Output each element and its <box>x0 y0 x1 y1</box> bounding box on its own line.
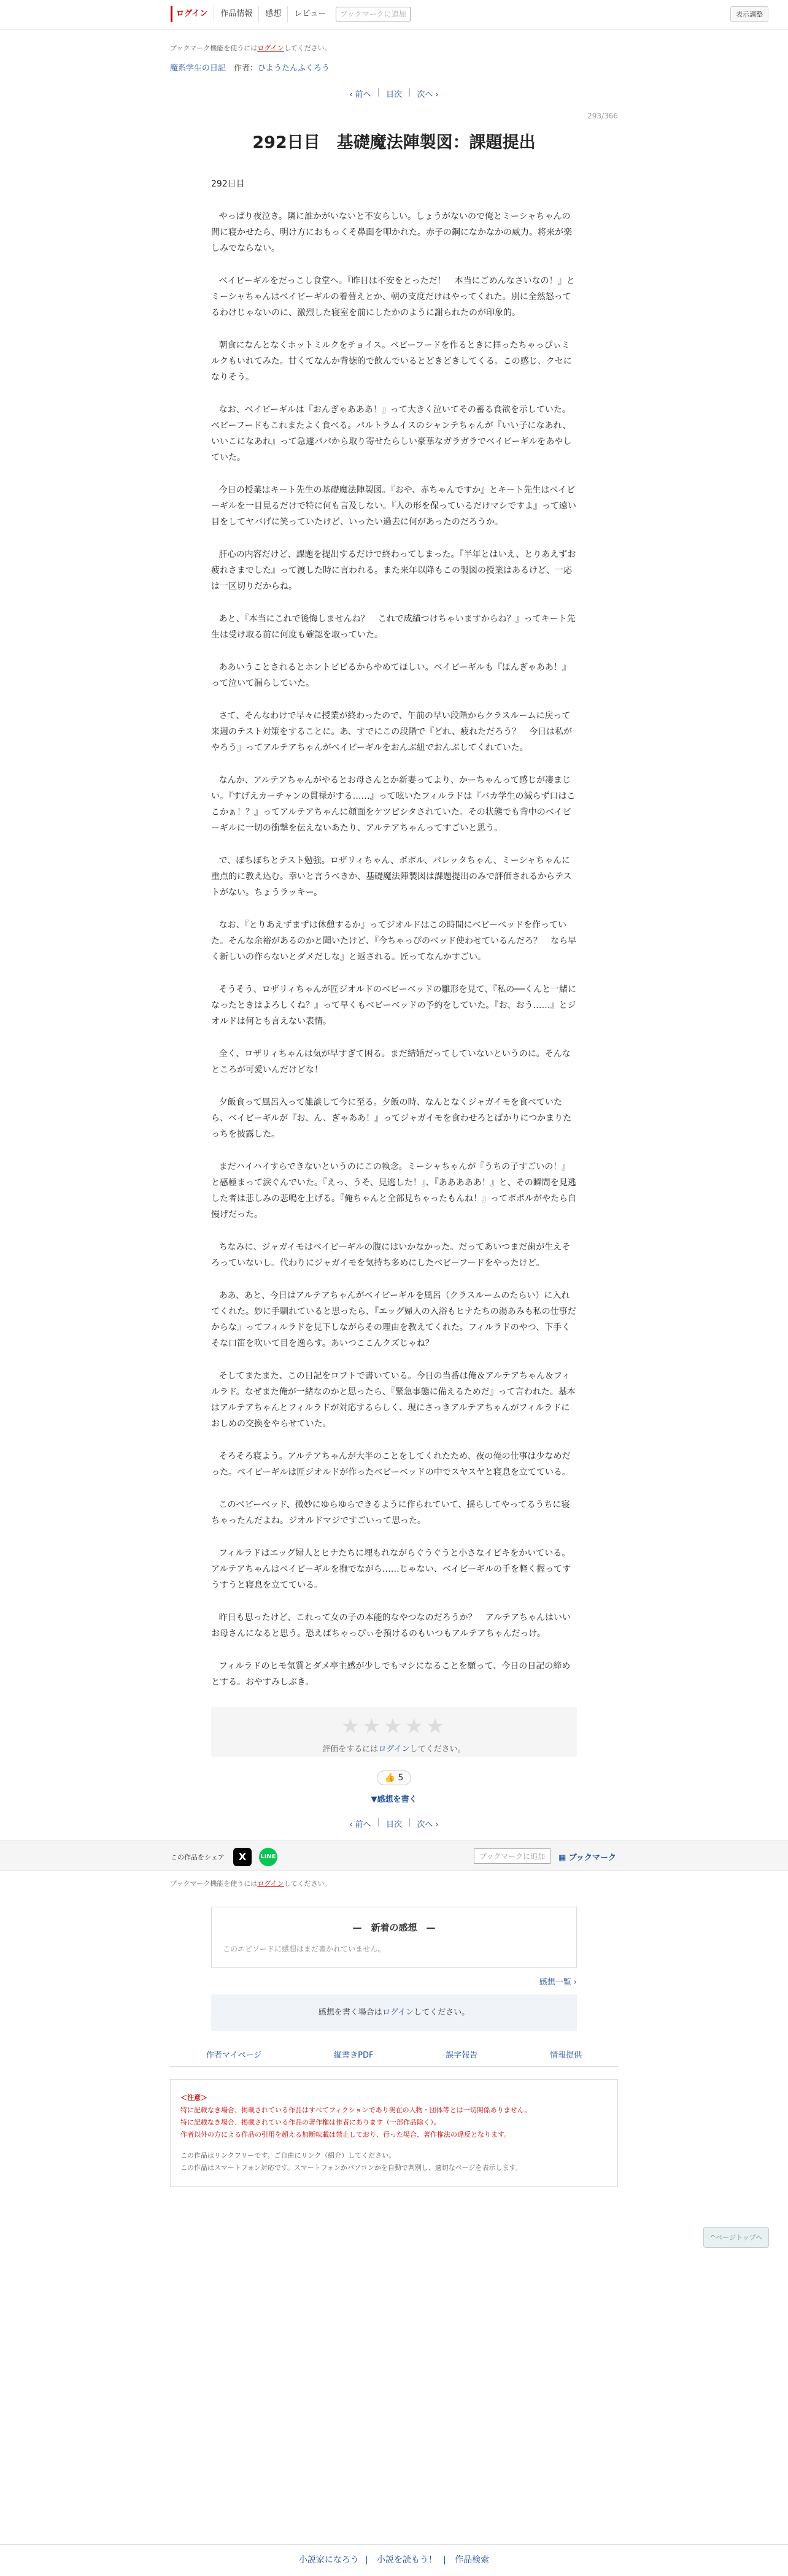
series-link[interactable]: 魔系学生の日記 <box>170 64 226 73</box>
write-kanso-toggle[interactable]: ▼感想を書く <box>371 1795 417 1804</box>
typo-report-link[interactable]: 誤字報告 <box>446 2051 478 2060</box>
kanso-login-box <box>211 1994 577 2031</box>
bookmark-note-bottom <box>170 1878 618 1888</box>
add-bookmark-button-bottom[interactable]: ブックマークに追加 <box>474 1848 550 1864</box>
share-label: この作品をシェア <box>171 1853 225 1861</box>
body-paragraph: 朝食になんとなくホットミルクをチョイス。ベビーフードを作るときに拝ったちゃっぴぃミルクもいれてみた。甘くてなんか背徳的で飲んでいるとどきどきしてくる。この感じ、クセになりそう。 <box>211 340 572 382</box>
search-link[interactable]: 作品検索 <box>455 2555 490 2565</box>
top-nav <box>171 6 411 22</box>
kanso-list-link[interactable]: 感想一覧 › <box>539 1978 577 1987</box>
body-paragraph: そしてまたまた、この日記をロフトで書いている。今日の当番は俺＆アルテアちゃん＆フィルラド。なぜまた俺が一緒なのかと思ったら、『緊急事態に備えるためだ』って言われた。基本はアルテアちゃんとフィルラドが対応するらしく、現にさっきアルテアちゃんがフィルラドにおしめの交換をやらせていた。 <box>211 1371 576 1429</box>
notice-line: 特に記載なき場合、掲載されている作品の著作権は作者にあります（一部作品除く）。 <box>180 2118 441 2126</box>
bookmark-note-post-bottom: してください。 <box>284 1880 331 1888</box>
thumbs-up-button[interactable]: 👍 5 <box>377 1771 412 1785</box>
kanso-login-pre: 感想を書く場合は <box>318 2008 382 2017</box>
body-paragraph: やっぱり夜泣き。隣に誰かがいないと不安らしい。しょうがないので俺とミーシャちゃんの間に寝かせたら、明け方におもっくそ鼻面を叩かれた。赤子の鋼になかなかの威力。将来が楽しみでならない。 <box>211 212 572 253</box>
author-link[interactable]: ひようたんふくろう <box>258 64 330 73</box>
body-paragraph: このベビーベッド、微妙にゆらゆらできるように作られていて、揺らしてやってるうちに寝ちゃったんだよね。ジオルドマジですごいって思った。 <box>211 1500 570 1526</box>
bookmark-link[interactable]: ▦ ブックマーク <box>558 1853 616 1863</box>
pager-bottom: ‹ 前へ | 目次 | 次へ › <box>349 1818 439 1829</box>
info-provide-link[interactable]: 情報提供 <box>550 2051 582 2060</box>
reaction-area <box>170 1771 618 1785</box>
rating-box <box>211 1707 577 1757</box>
new-kanso-title: — 新着の感想 — <box>352 1922 436 1933</box>
page-top-button[interactable]: ^ページトップへ <box>703 2227 769 2248</box>
prev-link[interactable]: ‹ 前へ <box>349 90 371 99</box>
review-link[interactable]: レビュー <box>294 9 326 18</box>
pager-top: ‹ 前へ | 目次 | 次へ › <box>349 88 439 99</box>
episode-body <box>211 176 577 1690</box>
bookmark-note-post: してください。 <box>284 44 331 52</box>
breadcrumb <box>170 61 618 73</box>
body-paragraph: 全く、ロザリィちゃんは気が早すぎて困る。まだ結婚だってしていないというのに。そんなところが可愛いんだけどな！ <box>211 1049 571 1075</box>
new-kanso-box <box>211 1907 577 1968</box>
rating-login-link[interactable]: ログイン <box>378 1745 410 1754</box>
body-paragraph: そうそう、ロザリィちゃんが匠ジオルドのベビーベッドの雛形を見て、『私の──くんと一緒になったときはよろしくね？』って早くもベビーベッドの予約をしていた。『お、おう……』とジオルドは何とも言えない表情。 <box>211 985 577 1026</box>
main-content <box>170 43 618 1829</box>
bookmark-note-pre: ブックマーク機能を使うには <box>170 44 258 52</box>
narou-link[interactable]: 小説家になろう <box>298 2555 359 2565</box>
notice-gray-line: この作品はリンクフリーです。ご自由にリンク（紹介）してください。 <box>180 2151 396 2159</box>
page-number: 293/366 <box>587 112 618 120</box>
new-kanso-empty: このエピソードに感想はまだ書かれていません。 <box>223 1945 385 1953</box>
notice-gray-line: この作品はスマートフォン対応です。スマートフォンかパソコンかを自動で判別し、適切なページを表示します。 <box>180 2164 522 2172</box>
body-paragraph: なお、ベイビーギルは『おんぎゃあああ！』って大きく泣いてその蓄る食欲を示していた。ベビーフードもこれまたよく食べる。パルトラムイスのシャンテちゃんが『いい子になあれ、いいこになあれ』って急遽パパから取り寄せたらしい豪華なガラガラでベイビーギルをあやしていた。 <box>211 405 572 463</box>
body-paragraph: ああいうことされるとホントビビるからやめてほしい。ベイビーギルも『ほんぎゃああ！』って泣いて漏らしていた。 <box>211 663 571 688</box>
body-paragraph: で、ぼちぼちとテスト勉強。ロザリィちゃん、ポポル、パレッタちゃん、ミーシャちゃんに重点的に教え込む。幸いと言うべきか、基礎魔法陣製図は課題提出のみで評価されるからテストがない。ちょうラッキー。 <box>211 856 572 898</box>
body-paragraph: あと、『本当にこれで後悔しませんね？ これで成績つけちゃいますからね？』ってキート先生は受け取る前に何度も確認を取っていた。 <box>211 614 576 640</box>
prev-link-bottom[interactable]: ‹ 前へ <box>349 1820 371 1829</box>
body-paragraph: なんか、アルテアちゃんがやるとお母さんとか新妻ってより、かーちゃんって感じが凄まじい。『すげえカーチャンの貫禄がする……』って呟いたフィルラドは『バカ学生の減らず口はここかぁ！？』ってアルテアちゃんに顔面をケツピシタされていた。その状態でも背中のベイビーギルに一切の衝撃を伝えないあたり、アルテアちゃんってすごいと思う。 <box>211 775 576 833</box>
footer-nav <box>170 2048 618 2067</box>
bookmark-login-link[interactable]: ログイン <box>257 44 284 52</box>
bookmark-note-pre-bottom: ブックマーク機能を使うには <box>170 1880 258 1888</box>
next-link[interactable]: 次へ › <box>417 90 439 99</box>
bookmark-note <box>170 43 618 53</box>
login-link[interactable]: ログイン <box>171 6 214 22</box>
body-paragraph: まだハイハイすらできないというのにこの執念。ミーシャちゃんが『うちの子すごいの！』と感極まって涙ぐんでいた。『えっ、うそ、見逃した！』、『あああああ！』と、その瞬間を見逃した者は悲しみの悲鳴を上げる。『俺ちゃんと全部見ちゃったもんね！』ってポポルがやたら自慢げだった。 <box>211 1162 576 1220</box>
body-paragraph: なお、『とりあえずまずは休憩するか』ってジオルドはこの時間にベビーベッドを作っていた。そんな余裕があるのかと聞いたけど、『今ちゃっぴのベッド使わせているんだろ？ なら早く新しいの作らないとダメだしな』と返される。匠ってなんかすごい。 <box>211 920 576 962</box>
body-paragraph: 肝心の内容だけど、課題を提出するだけで終わってしまった。『半年とはいえ、とりあえずお疲れさまでした』って渡した時に言われる。また来年以降もこの製図の授業はあるけど、一応は一区切りだからね。 <box>211 550 576 591</box>
body-paragraph: そろそろ寝よう。アルテアちゃんが大半のことをしてくれたため、夜の俺の仕事は少なめだった。ベイビーギルは匠ジオルドが作ったベビーベッドの中でスヤスヤと寝息を立てている。 <box>211 1451 571 1477</box>
display-settings-button[interactable]: 表示調整 <box>730 6 768 22</box>
lower-content <box>170 1878 618 2031</box>
rating-note-pre: 評価をするには <box>322 1745 379 1754</box>
kanso-login-link[interactable]: ログイン <box>382 2008 414 2017</box>
bottom-links: 小説家になろう | 小説を読もう！ | 作品検索 <box>0 2544 788 2566</box>
kanso-link[interactable]: 感想 <box>259 6 288 22</box>
add-bookmark-button[interactable]: ブックマークに追加 <box>336 7 410 21</box>
x-share-icon[interactable]: X <box>233 1848 252 1866</box>
body-paragraph: ちなみに、ジャガイモはベイビーギルの腹にはいかなかった。だってあいつまだ歯が生えそろっていないし。代わりにジャガイモを気持ち多めにしたベビーフードをやったけど。 <box>211 1242 571 1268</box>
episode-title: 292日目 基礎魔法陣製図：課題提出 <box>252 133 536 152</box>
rating-note <box>211 1742 577 1754</box>
notice-box <box>170 2079 618 2187</box>
body-paragraph: 今日の授業はキート先生の基礎魔法陣製図。『おや、赤ちゃんですか』とキート先生はベイビーギルを一目見るだけで特に何も言及しない。『人の形を保っているだけマシですよ』って遠い目をしてヤバげに笑っていたけど、いったい過去に何があったのだろうか。 <box>211 485 576 527</box>
rating-stars[interactable]: ★★★★★ <box>341 1714 447 1739</box>
author-mypage-link[interactable]: 作者マイページ <box>206 2051 262 2060</box>
body-paragraph: 292日目 <box>211 179 245 189</box>
body-paragraph: 昨日も思ったけど、これって女の子の本能的なやつなのだろうか？ アルテアちゃんはいいお母さんになると思う。恐えばちゃっぴぃを預けるのもいつもアルテアちゃんだっけ。 <box>211 1613 571 1639</box>
body-paragraph: 夕飯食って風呂入って雑談して今に至る。夕飯の時、なんとなくジャガイモを食べていたら、ベイビーギルが『お、ん、ぎゃああ！』ってジャガイモを食わせろとばかりにつかまりたっちを披露した。 <box>211 1098 572 1139</box>
body-paragraph: フィルラドのヒモ気質とダメ亭主感が少しでもマシになることを願って、今日の日記の締めとする。おやすみしぶき。 <box>211 1661 571 1687</box>
toc-link-bottom[interactable]: 目次 <box>385 1820 402 1829</box>
top-bar <box>0 0 788 29</box>
body-paragraph: さて、そんなわけで早々に授業が終わったので、午前の早い段階からクラスルームに戻って来週のテスト対策をすることに。あ、すでにこの段階で『どれ、疲れただろう？ 今日は私がやろう』ってアルテアちゃんがベイビーギルをおんぶ紐でおんぶしてくれていた。 <box>211 711 573 753</box>
notice-line: 特に記載なき場合、掲載されている作品はすべてフィクションであり実在の人物・団体等とは一切関係ありません。 <box>180 2106 531 2114</box>
bookmark-link-label: ブックマーク <box>568 1853 616 1863</box>
kanso-login-post: してください。 <box>414 2008 470 2017</box>
rating-note-post: してください。 <box>409 1745 466 1754</box>
bookmark-login-link-bottom[interactable]: ログイン <box>257 1880 284 1888</box>
notice-head: ＜注意＞ <box>180 2094 207 2102</box>
vertical-pdf-link[interactable]: 縦書きPDF <box>334 2051 374 2060</box>
body-paragraph: フィルラドはエッグ婦人とヒナたちに埋もれながらぐうぐうと小さなイビキをかいている。アルテアちゃんはベイビーギルを撫でながら……じゃない、ベイビーギルの手を軽く握ってすうすうと寝息を立てている。 <box>211 1548 571 1590</box>
work-info-link[interactable]: 作品情報 <box>214 6 259 22</box>
body-paragraph: ベイビーギルをだっこし食堂へ。『昨日は不安をとっただ！ 本当にごめんなさいなの！』とミーシャちゃんはベイビーギルの着替えとか、朝の支度だけはやってくれた。別に全然怒ってるわけじゃないのに、激烈した寝室を前にしたかのように謝られたのが印象的。 <box>211 276 575 318</box>
toc-link[interactable]: 目次 <box>385 90 402 99</box>
share-bar <box>0 1840 788 1871</box>
next-link-bottom[interactable]: 次へ › <box>417 1820 439 1829</box>
body-paragraph: ああ、あと、今日はアルテアちゃんがベイビーギルを風呂（クラスルームのたらい）に入れてくれた。妙に手馴れていると思ったら、『エッグ婦人の入浴もヒナたちの湯あみも私の仕事だからな』ってフィルラドを見下しながらその理由を教えてくれた。フィルラドのやつ、下手くそな口笛を吹いて目を逸らす。あいつここんクズじゃね？ <box>211 1291 576 1348</box>
notice-line: 作者以外の方による作品の引用を超える無断転載は禁止しており、行った場合、著作権法の違反となります。 <box>180 2131 511 2139</box>
line-share-icon[interactable]: LINE <box>259 1848 277 1866</box>
author-label: 作者： <box>234 64 258 73</box>
yomou-link[interactable]: 小説を読もう！ <box>377 2555 437 2565</box>
